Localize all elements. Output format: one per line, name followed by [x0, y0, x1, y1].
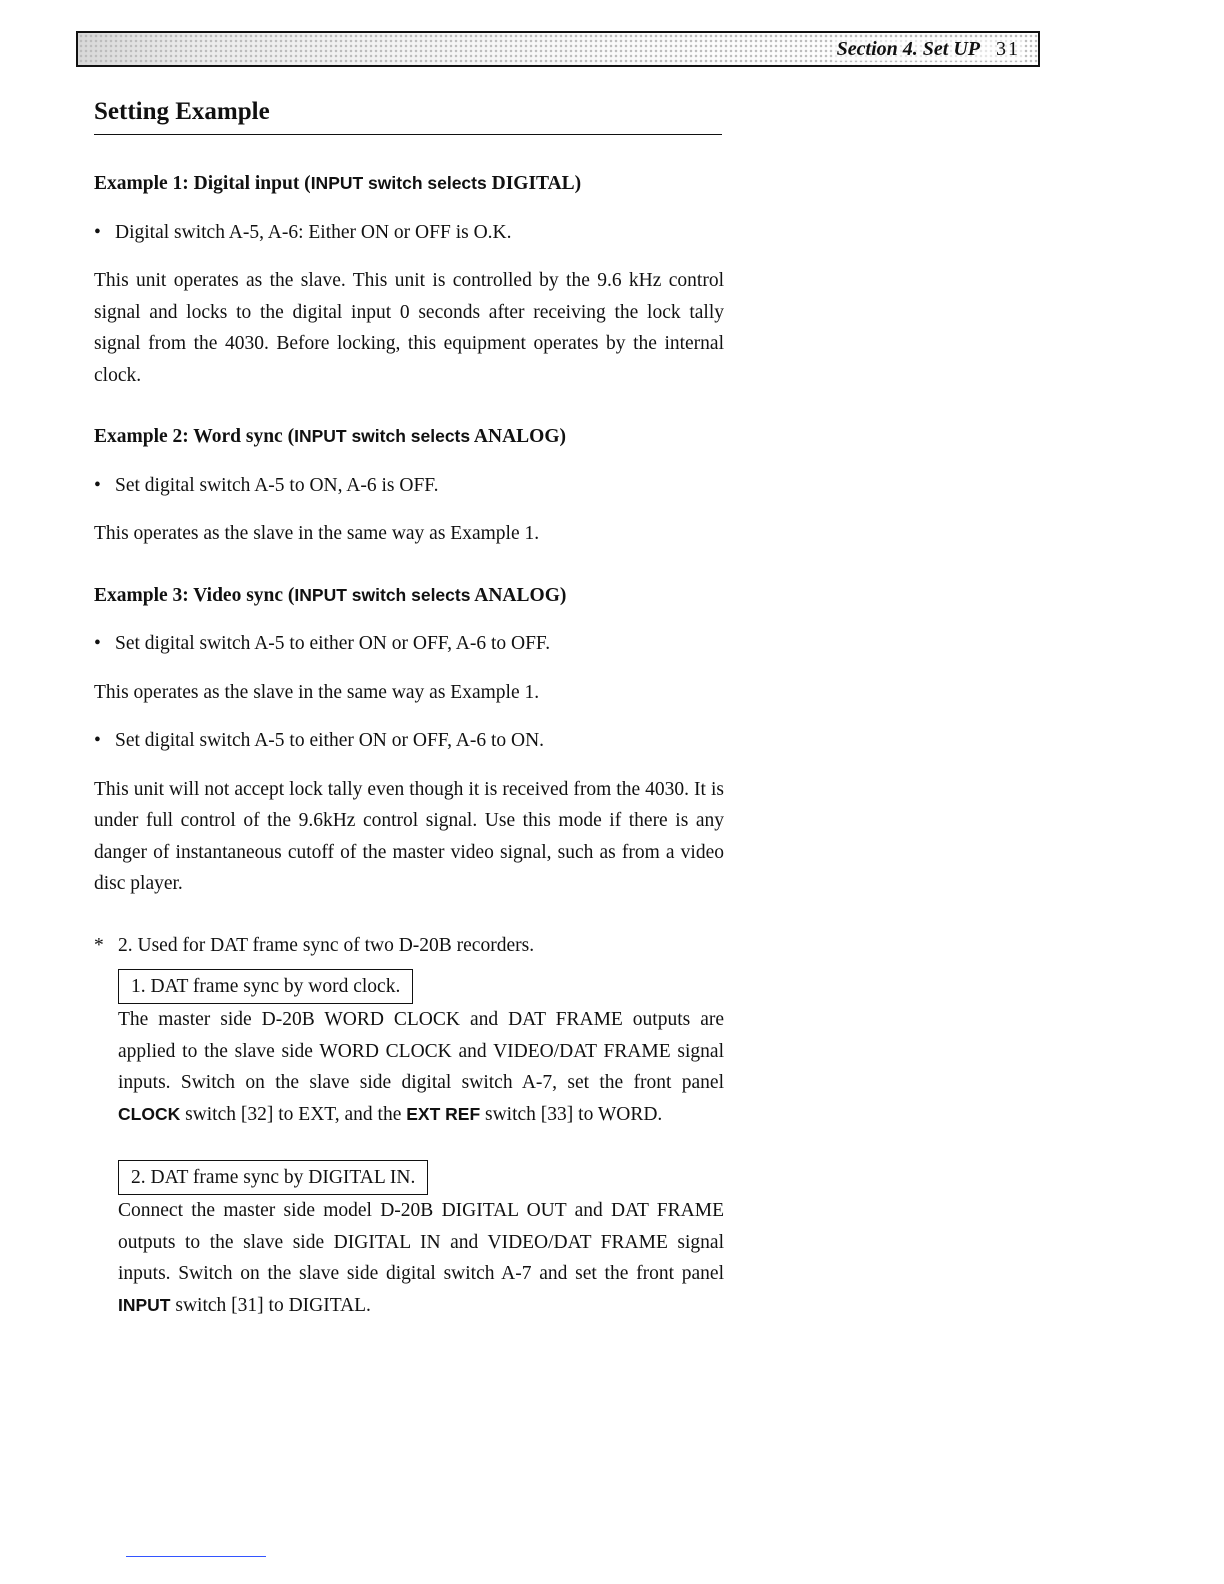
example2-bullet [94, 470, 724, 502]
footer-rule [126, 1556, 266, 1557]
example3-bullet-1-text: Set digital switch A-5 to either ON or OFF, A-6 to OFF. [115, 633, 551, 654]
example3-heading-switch: INPUT switch selects [294, 584, 471, 605]
note-item-2-text-b: switch [31] to DIGITAL. [170, 1294, 371, 1316]
section-header-text [833, 38, 1024, 61]
example3-paragraph-2: This unit will not accept lock tally even though it is received from the 4030. It is under full control of the 9.6kHz control signal. Use this mode if there is any danger of instantaneous cutoff of the master video signal, such as from a video disc player. [94, 778, 724, 894]
example2-paragraph: This operates as the slave in the same way as Example 1. [94, 523, 540, 544]
section-header-bar [76, 31, 1040, 67]
example1-bullet-text: Digital switch A-5, A-6: Either ON or OFF is O.K. [115, 221, 512, 243]
note-item-1-label: 1. DAT frame sync by word clock. [118, 969, 413, 1004]
note-item-1-text [118, 1004, 724, 1130]
example2-heading-switch: INPUT switch selects [294, 426, 471, 446]
page-content [94, 168, 724, 1321]
example3-bullet-1 [94, 628, 724, 660]
ext-ref-switch-label: EXT REF [406, 1103, 481, 1124]
example2-heading-suffix: ANALOG) [470, 426, 567, 447]
example1-heading [94, 168, 724, 200]
note-line [94, 930, 724, 962]
example2-heading-prefix: Example 2: Word sync ( [94, 426, 295, 447]
example1-paragraph: This unit operates as the slave. This unit is controlled by the 9.6 kHz control signal and locks to the digital input 0 seconds after receiving the lock tally signal from the 4030. Before locking, this equipment operates by the internal clock. [94, 270, 724, 386]
note-item-1-text-c: switch [33] to WORD. [480, 1103, 663, 1125]
page-number: 31 [996, 38, 1020, 60]
asterisk-mark: * [94, 934, 104, 956]
bullet-mark: • [94, 474, 101, 496]
note-item-1-text-a: The master side D-20B WORD CLOCK and DAT FRAME outputs are applied to the slave side WORD CLOCK and VIDEO/DAT FRAME signal inputs. Switch on the slave side digital switch A-7, set the front panel [118, 1009, 724, 1093]
example3-heading-suffix: ANALOG) [470, 584, 567, 606]
note-item-1 [94, 969, 724, 1130]
example2-bullet-text: Set digital switch A-5 to ON, A-6 is OFF. [115, 474, 439, 496]
note-item-1-text-b: switch [32] to EXT, and the [180, 1103, 407, 1125]
example2-heading [94, 421, 724, 453]
example3-bullet-2 [94, 725, 724, 757]
example3-heading-prefix: Example 3: Video sync ( [94, 584, 295, 606]
note-item-2-text [118, 1195, 724, 1321]
clock-switch-label: CLOCK [118, 1103, 181, 1124]
example3-paragraph-1: This operates as the slave in the same way as Example 1. [94, 681, 540, 703]
example1-heading-suffix: DIGITAL) [486, 173, 582, 194]
section-title: Section 4. Set UP [836, 38, 980, 60]
bullet-mark: • [94, 730, 101, 751]
page-title: Setting Example [94, 98, 270, 125]
example3-heading [94, 580, 724, 612]
example1-heading-prefix: Example 1: Digital input ( [94, 173, 311, 194]
note-item-2-label: 2. DAT frame sync by DIGITAL IN. [118, 1160, 428, 1195]
note-text: 2. Used for DAT frame sync of two D-20B recorders. [118, 934, 535, 956]
bullet-mark: • [94, 221, 101, 243]
note-item-2-text-a: Connect the master side model D-20B DIGITAL OUT and DAT FRAME outputs to the slave side DIGITAL IN and VIDEO/DAT FRAME signal inputs. Switch on the slave side digital switch A-7 and set the front panel [118, 1200, 724, 1284]
bullet-mark: • [94, 633, 101, 654]
note-item-2 [94, 1160, 724, 1321]
example3-bullet-2-text: Set digital switch A-5 to either ON or OFF, A-6 to ON. [115, 730, 545, 751]
title-rule [94, 134, 722, 135]
example1-heading-switch: INPUT switch selects [310, 173, 487, 193]
input-switch-label: INPUT [118, 1294, 171, 1315]
example1-bullet [94, 217, 724, 249]
